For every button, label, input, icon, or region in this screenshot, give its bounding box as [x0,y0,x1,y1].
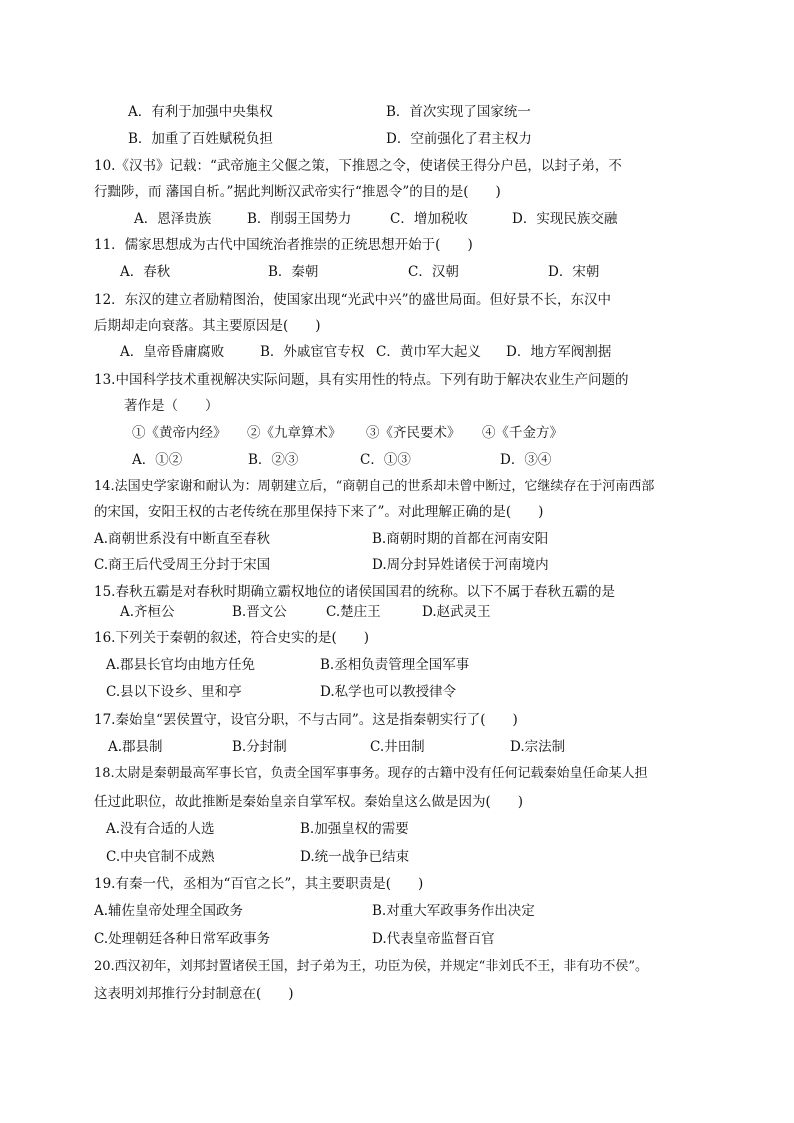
q11-option-b[interactable]: B．秦朝 [268,264,319,280]
q11-stem: 11．儒家思想成为古代中国统治者推崇的正统思想开始于( ) [94,237,473,253]
q15-option-a[interactable]: A.齐桓公 [120,604,175,620]
q20-stem-line2: 这表明刘邦推行分封制意在( ) [94,986,294,1002]
q9-option-a[interactable]: A．有利于加强中央集权 [128,104,273,120]
q9-options-row2 [0,129,794,149]
q9-option-d[interactable]: D．空前强化了君主权力 [386,131,532,147]
q10-stem-line2: 行黜陟，而 藩国自析。”据此判断汉武帝实行“推恩令”的目的是( ) [94,184,501,200]
q14-option-c[interactable]: C.商王后代受周王分封于宋国 [94,557,271,573]
q19-option-a[interactable]: A.辅佐皇帝处理全国政务 [94,903,244,919]
q12-option-b[interactable]: B．外戚宦官专权 [260,344,365,360]
q9-options-row1 [0,102,794,122]
q12-stem-line1: 12．东汉的建立者励精图治，使国家出现“光武中兴”的盛世局面。但好景不长，东汉中 [94,292,611,308]
q13-stem-line1: 13.中国科学技术重视解决实际问题，具有实用性的特点。下列有助于解决农业生产问题的 [94,372,629,388]
q19-options-row2 [0,929,794,949]
q16-stem: 16.下列关于秦朝的叙述，符合史实的是( ) [94,630,370,646]
q14-option-b[interactable]: B.商朝时期的首都在河南安阳 [372,531,549,547]
q12-options [0,342,794,362]
q18-stem-line1: 18.太尉是秦朝最高军事长官，负责全国军事事务。现存的古籍中没有任何记载秦始皇任命某人担 [94,766,648,781]
q18-option-a[interactable]: A.没有合适的人选 [106,821,215,837]
q13-options [0,450,794,470]
q11-options [0,262,794,282]
q14-options-row1 [0,529,794,549]
q19-option-c[interactable]: C.处理朝廷各种日常军政事务 [94,931,271,947]
q16-option-c[interactable]: C.县以下设乡、里和亭 [106,684,242,700]
q13-book-1: ①《黄帝内经》 [132,425,227,441]
q12-stem-line2: 后期却走向衰落。其主要原因是( ) [94,318,321,334]
q19-option-d[interactable]: D.代表皇帝监督百官 [372,931,495,947]
q13-books [0,423,794,443]
q18-stem-line2: 任过此职位，故此推断是秦始皇亲自掌军权。秦始皇这么做是因为( ) [94,794,524,810]
q14-option-a[interactable]: A.商朝世系没有中断直至春秋 [94,531,271,547]
q13-option-d[interactable]: D．③④ [500,452,552,468]
q13-book-4: ④《千金方》 [482,425,563,441]
q18-options-row2 [0,847,794,867]
q17-option-d[interactable]: D.宗法制 [510,739,566,755]
q15-option-b[interactable]: B.晋文公 [232,604,287,620]
q19-stem: 19.有秦一代，丞相为“百官之长”，其主要职责是( ) [94,876,424,892]
q15-stem: 15.春秋五霸是对春秋时期确立霸权地位的诸侯国国君的统称。以下不属于春秋五霸的是 [94,584,615,600]
q14-stem-line1: 14.法国史学家谢和耐认为：周朝建立后，“商朝自己的世系却未曾中断过，它继续存在于河南西部 [94,479,655,494]
q10-option-c[interactable]: C．增加税收 [390,211,468,227]
q13-option-a[interactable]: A．①② [132,452,183,468]
q15-option-d[interactable]: D.赵武灵王 [422,604,491,620]
q13-book-2: ②《九章算术》 [247,425,342,441]
q18-options-row1 [0,819,794,839]
q17-stem: 17.秦始皇“罢侯置守，设官分职，不与古同”。这是指秦朝实行了( ) [94,712,518,728]
q19-options-row1 [0,901,794,921]
q12-option-a[interactable]: A．皇帝昏庸腐败 [120,344,225,360]
q16-options-row1 [0,655,794,675]
q16-option-d[interactable]: D.私学也可以教授律令 [320,684,457,700]
q17-options [0,737,794,757]
q12-option-c[interactable]: C．黄巾军大起义 [376,344,481,360]
q10-options [0,209,794,229]
q17-option-a[interactable]: A.郡县制 [108,739,163,755]
q13-option-b[interactable]: B．②③ [248,452,299,468]
q13-stem-line2: 著作是（ ） [124,398,219,414]
q11-option-c[interactable]: C．汉朝 [408,264,459,280]
q17-option-b[interactable]: B.分封制 [232,739,287,755]
q17-option-c[interactable]: C.井田制 [370,739,425,755]
q11-option-d[interactable]: D．宋朝 [548,264,600,280]
q16-option-a[interactable]: A.郡县长官均由地方任免 [106,657,256,673]
q11-option-a[interactable]: A．春秋 [120,264,171,280]
q19-option-b[interactable]: B.对重大军政事务作出决定 [372,903,535,919]
q14-stem-line2: 的宋国，安阳王权的古老传统在那里保持下来了”。对此理解正确的是( ) [94,504,544,520]
q10-option-b[interactable]: B．削弱王国势力 [247,211,352,227]
q14-options-row2 [0,555,794,575]
q15-option-c[interactable]: C.楚庄王 [326,604,381,620]
q9-option-b[interactable]: B．首次实现了国家统一 [386,104,531,120]
q15-options [0,602,794,622]
q10-option-d[interactable]: D．实现民族交融 [512,211,618,227]
q20-stem-line1: 20.西汉初年，刘邦封置诸侯王国，封子弟为王，功臣为侯，并规定“非刘氏不王，非有功不侯”。 [94,959,648,974]
q13-option-c[interactable]: C．①③ [360,452,411,468]
q12-option-d[interactable]: D．地方军阀割据 [506,344,612,360]
q18-option-c[interactable]: C.中央官制不成熟 [106,849,215,865]
q13-book-3: ③《齐民要术》 [366,425,461,441]
q18-option-d[interactable]: D.统一战争已结束 [300,849,410,865]
q14-option-d[interactable]: D.周分封异姓诸侯于河南境内 [372,557,549,573]
q10-stem-line1: 10.《汉书》记载：“武帝施主父偃之策，下推恩之令，使诸侯王得分户邑，以封子弟，不 [94,158,622,174]
q16-option-b[interactable]: B.丞相负责管理全国军事 [320,657,470,673]
q18-option-b[interactable]: B.加强皇权的需要 [300,821,409,837]
q10-option-a[interactable]: A．恩泽贵族 [134,211,212,227]
q16-options-row2 [0,682,794,702]
q9-option-c[interactable]: B．加重了百姓赋税负担 [128,131,273,147]
